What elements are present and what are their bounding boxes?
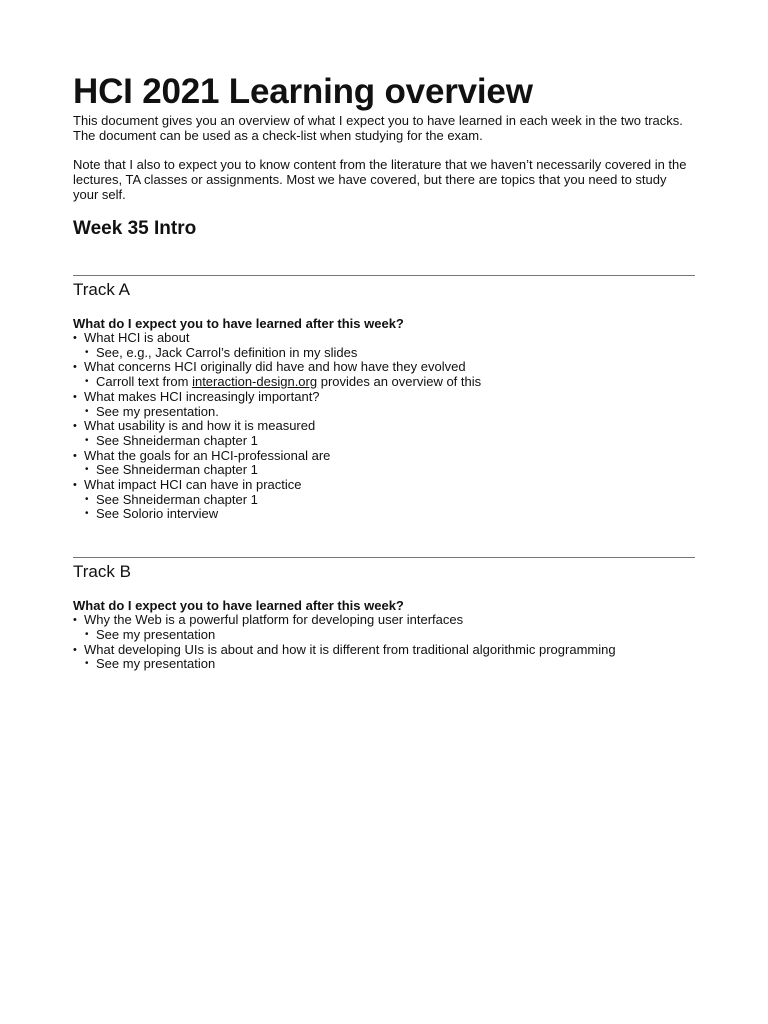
- sub-list: [84, 657, 695, 672]
- list-item: [73, 449, 695, 478]
- document-title: HCI 2021 Learning overview: [73, 72, 533, 111]
- list-item: [73, 613, 695, 642]
- sub-list-item: • See, e.g., Jack Carrol’s definition in my slides: [84, 346, 695, 361]
- track-a-question: What do I expect you to have learned after this week?: [73, 316, 404, 331]
- interaction-design-link[interactable]: interaction-design.org: [192, 374, 318, 390]
- list-item-text: What concerns HCI originally did have and how have they evolved: [84, 359, 466, 375]
- sub-list-item: • See my presentation.: [84, 405, 695, 420]
- sub-list-item: • See Solorio interview: [84, 507, 695, 522]
- sub-list-item: • See Shneiderman chapter 1: [84, 493, 695, 508]
- sub-item-text-after: provides an overview of this: [317, 374, 482, 390]
- note-paragraph: Note that I also to expect you to know content from the literature that we haven’t necessarily covered in the lectures, TA classes or assignments. Most we have covered, but there are topics that you need to study your self.: [73, 157, 687, 202]
- sub-list-item: • See Shneiderman chapter 1: [84, 434, 695, 449]
- sub-list: [84, 463, 695, 478]
- sub-list: [84, 434, 695, 449]
- list-item: [73, 360, 695, 389]
- track-b-section: [73, 557, 695, 672]
- sub-list-item: • See my presentation: [84, 657, 695, 672]
- intro-paragraph: This document gives you an overview of what I expect you to have learned in each week in the two tracks. The document can be used as a check-list when studying for the exam.: [73, 113, 683, 143]
- document-content: [73, 72, 695, 672]
- list-item-text: What impact HCI can have in practice: [84, 477, 302, 493]
- list-item-text: Why the Web is a powerful platform for developing user interfaces: [84, 612, 464, 628]
- list-item: [73, 643, 695, 672]
- week-heading: Week 35 Intro: [73, 218, 197, 239]
- sub-item-text-before: Carroll text from: [96, 374, 193, 390]
- sub-list: [84, 346, 695, 361]
- track-a-title: Track A: [73, 280, 130, 299]
- sub-list: [84, 628, 695, 643]
- list-item-text: What developing UIs is about and how it is different from traditional algorithmic programming: [84, 641, 616, 657]
- track-a-section: [73, 275, 695, 522]
- sub-list-item: [84, 375, 695, 390]
- track-b-list: [73, 613, 695, 672]
- list-item: [73, 419, 695, 448]
- sub-list: [84, 375, 695, 390]
- sub-list: [84, 405, 695, 420]
- list-item: [73, 390, 695, 419]
- list-item-text: What makes HCI increasingly important?: [84, 388, 320, 404]
- track-b-question: What do I expect you to have learned after this week?: [73, 598, 404, 614]
- track-b-title: Track B: [73, 562, 131, 582]
- list-item-text: What HCI is about: [84, 330, 190, 345]
- list-item: [73, 478, 695, 522]
- sub-list: [84, 493, 695, 522]
- list-item-text: What the goals for an HCI-professional are: [84, 447, 331, 463]
- sub-list-item: • See Shneiderman chapter 1: [84, 463, 695, 478]
- track-a-list: [73, 331, 695, 522]
- list-item: [73, 331, 695, 360]
- sub-list-item: • See my presentation: [84, 628, 695, 643]
- list-item-text: What usability is and how it is measured: [84, 418, 316, 434]
